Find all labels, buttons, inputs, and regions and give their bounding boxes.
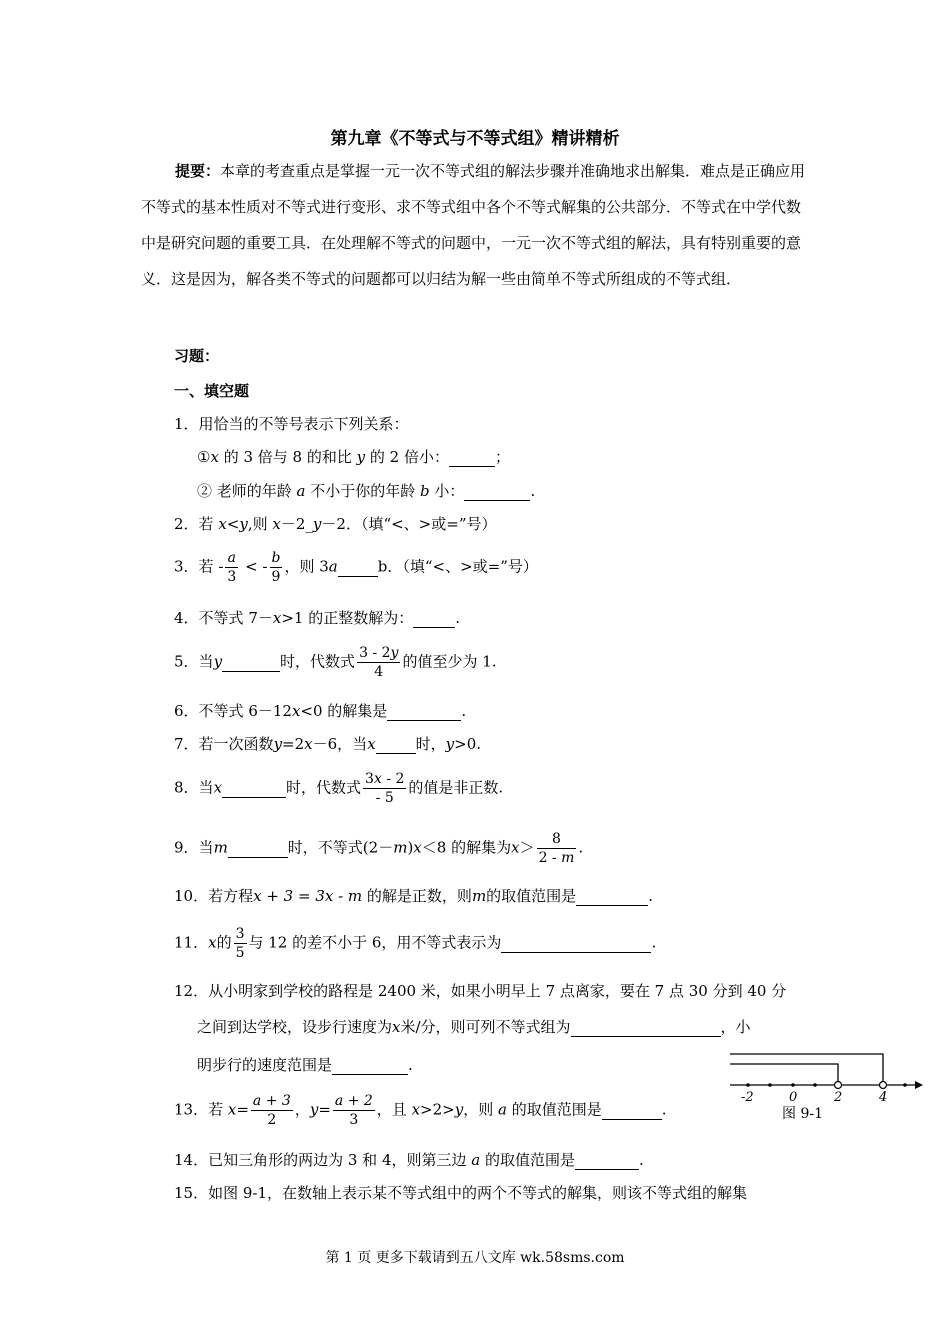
section1-heading: 一、填空题 bbox=[174, 382, 250, 400]
solution-bracket-lt-2 bbox=[730, 1064, 838, 1085]
axis-arrow-icon bbox=[915, 1081, 923, 1089]
answer-blank bbox=[228, 839, 288, 858]
number-line-figure bbox=[725, 1046, 925, 1102]
question-5: 5．当y 时，代数式 $\frac{3 - 2y}{4}$ 的值至少为 1. bbox=[174, 645, 497, 680]
question-3: 3．若 - $\frac{a}{3}$ < - $\frac{b}{9}$ ，则 3a b．（填“<、>或=”号） bbox=[174, 550, 538, 585]
answer-blank bbox=[413, 609, 455, 628]
question-7: 7．若一次函数y=2x－6，当x 时，y>0. bbox=[174, 735, 482, 753]
question-9: 9．当m 时，不等式(2－m)x＜8 的解集为x＞ $\frac{8}{2 - m}$ . bbox=[174, 831, 584, 866]
answer-blank bbox=[575, 1151, 639, 1170]
question-12-line3: 明步行的速度范围是 . bbox=[197, 1056, 413, 1074]
question-4: 4．不等式 7－x>1 的正整数解为： . bbox=[174, 609, 460, 627]
question-12: 12．从小明家到学校的路程是 2400 米，如果小明早上 7 点离家，要在 7 点 30 分到 40 分 bbox=[174, 982, 787, 1000]
tick-dot bbox=[903, 1083, 907, 1087]
question-2: 2．若 x<y,则 x－2_y－2．（填“<、>或=”号） bbox=[174, 515, 497, 533]
question-1a: ①x 的 3 倍与 8 的和比 y 的 2 倍小： ； bbox=[197, 448, 510, 466]
answer-blank bbox=[501, 934, 651, 953]
answer-blank bbox=[449, 448, 495, 467]
open-point-2 bbox=[835, 1082, 842, 1089]
answer-blank bbox=[376, 735, 416, 754]
tick-dot bbox=[813, 1083, 817, 1087]
summary-paragraph bbox=[141, 153, 813, 297]
summary-label: 提要： bbox=[175, 162, 221, 180]
question-12-line2: 之间到达学校，设步行速度为x米/分，则可列不等式组为 ，小 bbox=[197, 1018, 751, 1036]
solution-bracket-lt-4 bbox=[730, 1054, 883, 1085]
answer-blank bbox=[222, 779, 286, 798]
answer-blank bbox=[602, 1101, 662, 1120]
question-10: 10．若方程x + 3 = 3x - m 的解是正数，则m的取值范围是 . bbox=[174, 887, 653, 905]
question-11: 11．x的 $\frac{3}{5}$ 与 12 的差不小于 6，用不等式表示为 . bbox=[174, 926, 657, 961]
question-1: 1．用恰当的不等号表示下列关系： bbox=[174, 415, 409, 433]
question-1b: ② 老师的年龄 a 不小于你的年龄 b 小： . bbox=[197, 482, 536, 500]
tick-label-0: 0 bbox=[789, 1090, 798, 1102]
tick-label-4: 4 bbox=[879, 1090, 888, 1102]
tick-dot bbox=[768, 1083, 772, 1087]
answer-blank bbox=[332, 1056, 408, 1075]
question-6: 6．不等式 6－12x<0 的解集是 . bbox=[174, 702, 467, 720]
exercises-heading: 习题： bbox=[174, 347, 220, 365]
tick-dot bbox=[746, 1083, 750, 1087]
answer-blank bbox=[576, 887, 648, 906]
answer-blank bbox=[464, 482, 530, 501]
answer-blank bbox=[571, 1018, 721, 1037]
answer-blank bbox=[387, 702, 461, 721]
tick-dot bbox=[791, 1083, 795, 1087]
page-title: 第九章《不等式与不等式组》精讲精析 bbox=[330, 129, 620, 149]
tick-label-neg2: -2 bbox=[741, 1090, 754, 1102]
question-8: 8．当x 时，代数式 $\frac{3x - 2}{- 5}$ 的值是非正数. bbox=[174, 771, 504, 806]
question-14: 14．已知三角形的两边为 3 和 4，则第三边 a 的取值范围是 . bbox=[174, 1151, 644, 1169]
answer-blank bbox=[222, 653, 280, 672]
question-15: 15．如图 9-1，在数轴上表示某不等式组中的两个不等式的解集，则该不等式组的解集 bbox=[174, 1184, 748, 1202]
tick-label-2: 2 bbox=[834, 1090, 843, 1102]
figure-label: 图 9-1 bbox=[782, 1106, 823, 1122]
page-footer: 第 1 页 更多下载请到五八文库 wk.58sms.com bbox=[325, 1250, 625, 1266]
question-13: 13．若 x= $\frac{a + 3}{2}$ ，y= $\frac{a + 2}{3}$ ，且 x>2>y，则 a 的取值范围是 . bbox=[174, 1093, 667, 1128]
summary-text: 本章的考查重点是掌握一元一次不等式组的解法步骤并准确地求出解集．难点是正确应用不等式的基本性质对不等式进行变形、求不等式组中各个不等式解集的公共部分．不等式在中学代数中是研究问题的重要工具．在处理解不等式的问题中，一元一次不等式组的解法，具有特别重要的意义．这是因为，解各类不等式的问题都可以归结为解一些由简单不等式所组成的不等式组． bbox=[141, 162, 806, 288]
open-point-4 bbox=[880, 1082, 887, 1089]
answer-blank bbox=[338, 558, 378, 577]
